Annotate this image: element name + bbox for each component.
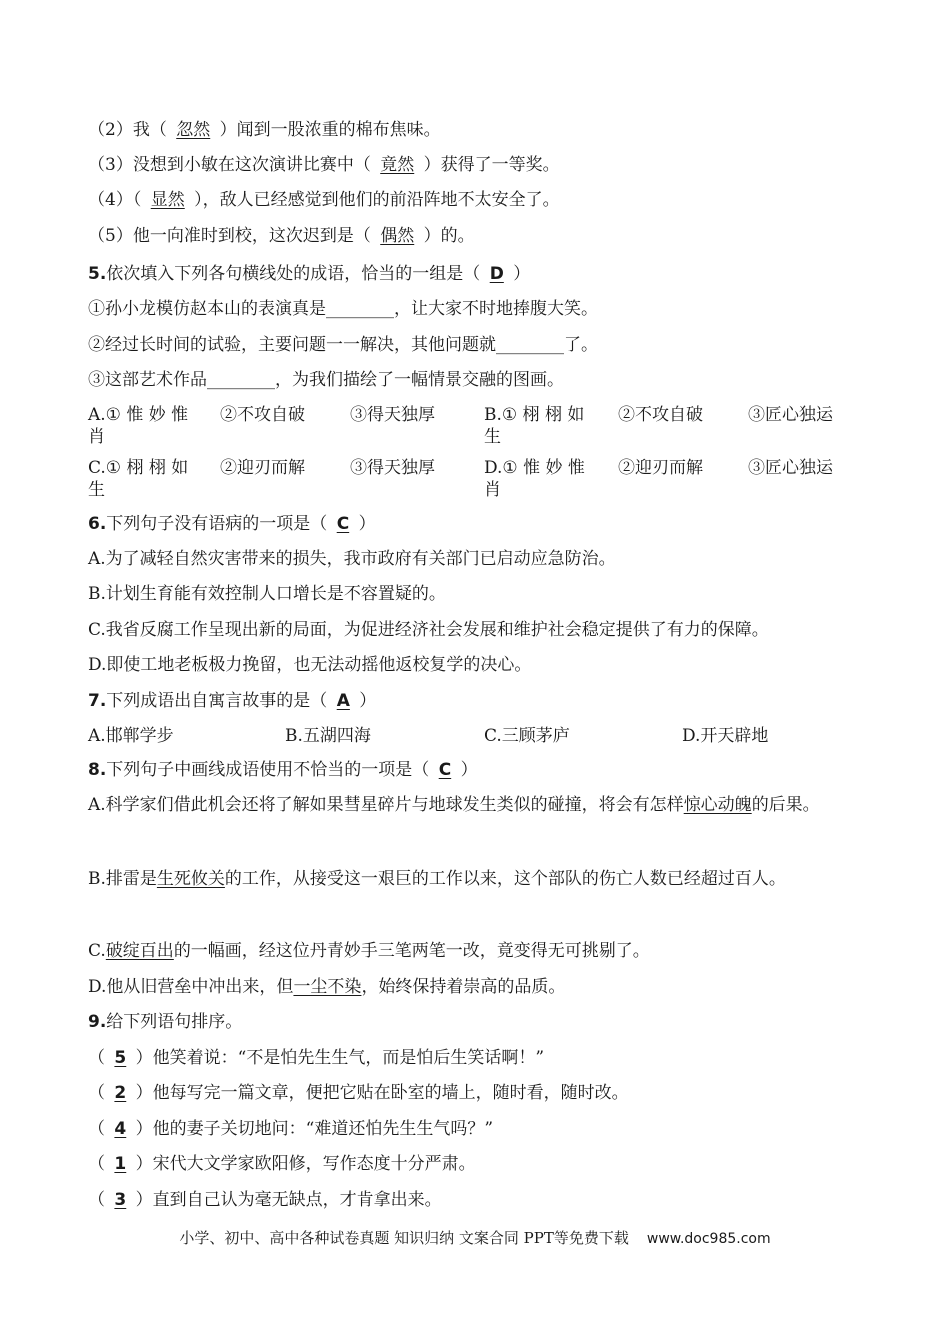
q4-item-3: （3）没想到小敏在这次演讲比赛中（ 竟然 ）获得了一等奖。 bbox=[88, 155, 560, 175]
q7-option-a: A.邯郸学步 bbox=[88, 726, 174, 746]
underlined-idiom: 破绽百出 bbox=[105, 941, 174, 961]
answer-blank: C bbox=[336, 514, 350, 534]
q9-item: （ 1 ）宋代大文学家欧阳修，写作态度十分严肃。 bbox=[88, 1154, 476, 1174]
q4-item-5: （5）他一向准时到校，这次迟到是（ 偶然 ）的。 bbox=[88, 226, 475, 246]
page-footer bbox=[0, 1227, 950, 1248]
answer-blank: D bbox=[489, 264, 504, 284]
q5-sentence-3: ③这部艺术作品________，为我们描绘了一幅情景交融的图画。 bbox=[88, 370, 564, 390]
answer-blank: 显然 bbox=[150, 190, 185, 210]
answer-blank: 5 bbox=[114, 1048, 127, 1068]
footer-site-link[interactable]: www.doc985.com bbox=[646, 1231, 771, 1247]
underlined-idiom: 惊心动魄 bbox=[683, 795, 752, 815]
answer-blank: 3 bbox=[114, 1190, 127, 1210]
answer-blank: 忽然 bbox=[176, 120, 211, 140]
q9-item: （ 2 ）他每写完一篇文章，便把它贴在卧室的墙上，随时看，随时改。 bbox=[88, 1083, 629, 1103]
q7-option-d: D.开天辟地 bbox=[682, 726, 769, 746]
q6-option-c: C.我省反腐工作呈现出新的局面，为促进经济社会发展和维护社会稳定提供了有力的保障。 bbox=[88, 620, 769, 640]
q5-option-c: C.① 栩 栩 如 生 bbox=[88, 458, 189, 500]
question-6-stem: 6.下列句子没有语病的一项是（ C ） bbox=[88, 514, 376, 534]
q4-item-2: （2）我（ 忽然 ）闻到一股浓重的棉布焦味。 bbox=[88, 120, 441, 140]
q5-option-a: A.① 惟 妙 惟 肖 bbox=[88, 405, 189, 447]
q5-option-b-3: ③匠心独运 bbox=[748, 405, 833, 425]
answer-blank: 1 bbox=[114, 1154, 127, 1174]
underlined-idiom: 一尘不染 bbox=[293, 977, 362, 997]
q8-option-a: A.科学家们借此机会还将了解如果彗星碎片与地球发生类似的碰撞，将会有怎样惊心动魄的后果。 bbox=[88, 795, 820, 815]
question-8-stem: 8.下列句子中画线成语使用不恰当的一项是（ C ） bbox=[88, 760, 478, 780]
q9-item: （ 3 ）直到自己认为毫无缺点，才肯拿出来。 bbox=[88, 1190, 442, 1210]
answer-blank: C bbox=[438, 760, 452, 780]
answer-blank: A bbox=[336, 691, 350, 711]
q4-item-4: （4）（ 显然 ），敌人已经感觉到他们的前沿阵地不太安全了。 bbox=[88, 190, 560, 210]
q5-sentence-1: ①孙小龙模仿赵本山的表演真是________，让大家不时地捧腹大笑。 bbox=[88, 299, 598, 319]
q5-option-b-2: ②不攻自破 bbox=[618, 405, 703, 425]
answer-blank: 4 bbox=[114, 1119, 127, 1139]
q5-option-c-2: ②迎刃而解 bbox=[220, 458, 305, 478]
question-9-stem: 9.给下列语句排序。 bbox=[88, 1012, 243, 1032]
q5-option-c-3: ③得天独厚 bbox=[350, 458, 435, 478]
q5-option-b: B.① 栩 栩 如 生 bbox=[484, 405, 585, 447]
q5-option-a-3: ③得天独厚 bbox=[350, 405, 435, 425]
q9-item: （ 4 ）他的妻子关切地问：“难道还怕先生生气吗？” bbox=[88, 1119, 494, 1139]
q8-option-b: B.排雷是生死攸关的工作，从接受这一艰巨的工作以来，这个部队的伤亡人数已经超过百人。 bbox=[88, 869, 786, 889]
q5-option-d-3: ③匠心独运 bbox=[748, 458, 833, 478]
q5-option-d-2: ②迎刃而解 bbox=[618, 458, 703, 478]
q7-option-c: C.三顾茅庐 bbox=[484, 726, 570, 746]
underlined-idiom: 生死攸关 bbox=[156, 869, 225, 889]
answer-blank: 偶然 bbox=[380, 226, 415, 246]
answer-blank: 竟然 bbox=[380, 155, 415, 175]
q5-sentence-2: ②经过长时间的试验，主要问题一一解决，其他问题就________了。 bbox=[88, 335, 598, 355]
q6-option-b: B.计划生育能有效控制人口增长是不容置疑的。 bbox=[88, 584, 446, 604]
q8-option-d: D.他从旧营垒中冲出来，但一尘不染，始终保持着崇高的品质。 bbox=[88, 977, 566, 997]
q6-option-d: D.即使工地老板极力挽留，也无法动摇他返校复学的决心。 bbox=[88, 655, 532, 675]
q8-option-c: C.破绽百出的一幅画，经这位丹青妙手三笔两笔一改，竟变得无可挑剔了。 bbox=[88, 941, 650, 961]
q6-option-a: A.为了减轻自然灾害带来的损失，我市政府有关部门已启动应急防治。 bbox=[88, 549, 616, 569]
footer-text: 小学、初中、高中各种试卷真题 知识归纳 文案合同 PPT等免费下载 bbox=[179, 1229, 629, 1247]
question-7-stem: 7.下列成语出自寓言故事的是（ A ） bbox=[88, 691, 377, 711]
answer-blank: 2 bbox=[114, 1083, 127, 1103]
q7-option-b: B.五湖四海 bbox=[285, 726, 371, 746]
question-5-stem: 5.依次填入下列各句横线处的成语，恰当的一组是（ D ） bbox=[88, 264, 531, 284]
q5-option-d: D.① 惟 妙 惟 肖 bbox=[484, 458, 585, 500]
q5-option-a-2: ②不攻自破 bbox=[220, 405, 305, 425]
q9-item: （ 5 ）他笑着说：“不是怕先生生气，而是怕后生笑话啊！” bbox=[88, 1048, 545, 1068]
